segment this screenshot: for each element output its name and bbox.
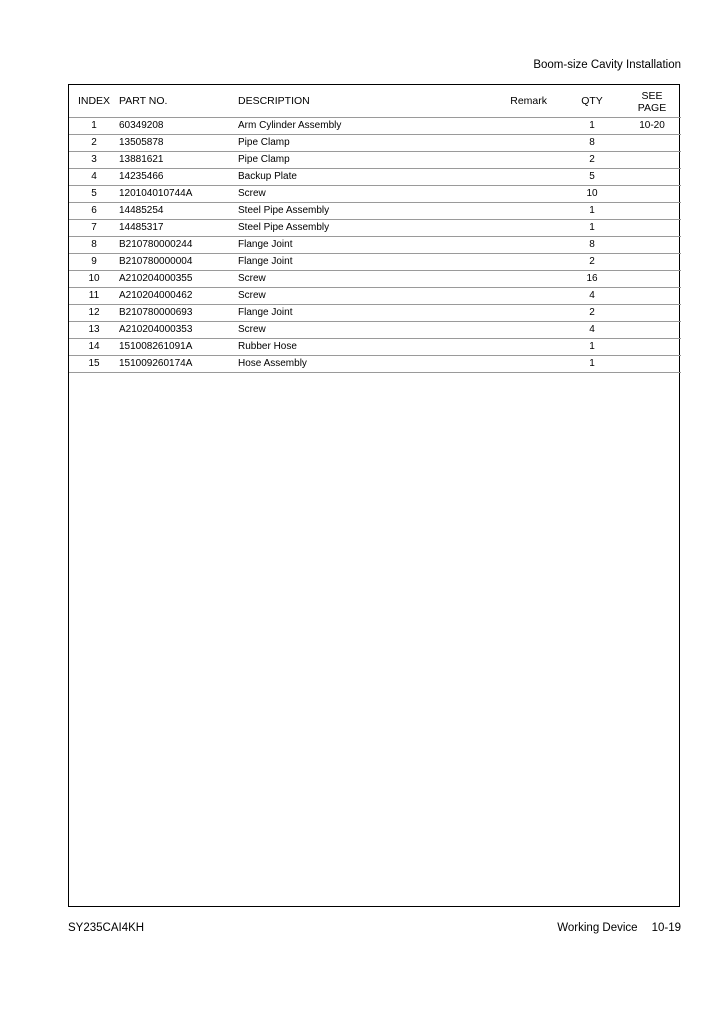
footer-section: Working Device bbox=[557, 922, 638, 934]
cell-part-no: B210780000693 bbox=[119, 305, 238, 322]
cell-index: 10 bbox=[69, 271, 119, 288]
cell-remark bbox=[418, 322, 561, 339]
table-row bbox=[69, 186, 681, 203]
cell-part-no: 13881621 bbox=[119, 152, 238, 169]
column-header-index: INDEX bbox=[77, 95, 111, 107]
cell-description: Steel Pipe Assembly bbox=[238, 220, 418, 237]
cell-qty: 1 bbox=[561, 118, 623, 135]
cell-remark bbox=[418, 186, 561, 203]
cell-remark bbox=[418, 169, 561, 186]
column-header-see-page bbox=[623, 85, 681, 118]
table-row bbox=[69, 288, 681, 305]
cell-description: Flange Joint bbox=[238, 254, 418, 271]
cell-index: 4 bbox=[69, 169, 119, 186]
table-row bbox=[69, 118, 681, 135]
cell-description: Rubber Hose bbox=[238, 339, 418, 356]
cell-see-page bbox=[623, 271, 681, 288]
cell-remark bbox=[418, 305, 561, 322]
cell-qty: 8 bbox=[561, 237, 623, 254]
cell-see-page bbox=[623, 220, 681, 237]
table-row bbox=[69, 152, 681, 169]
table-row bbox=[69, 356, 681, 373]
cell-description: Pipe Clamp bbox=[238, 135, 418, 152]
cell-part-no: B210780000244 bbox=[119, 237, 238, 254]
cell-index: 5 bbox=[69, 186, 119, 203]
cell-qty: 2 bbox=[561, 305, 623, 322]
cell-description: Steel Pipe Assembly bbox=[238, 203, 418, 220]
cell-see-page bbox=[623, 203, 681, 220]
cell-qty: 10 bbox=[561, 186, 623, 203]
cell-index: 6 bbox=[69, 203, 119, 220]
cell-index: 12 bbox=[69, 305, 119, 322]
cell-index: 1 bbox=[69, 118, 119, 135]
cell-description: Pipe Clamp bbox=[238, 152, 418, 169]
cell-part-no: 13505878 bbox=[119, 135, 238, 152]
cell-remark bbox=[418, 203, 561, 220]
cell-part-no: B210780000004 bbox=[119, 254, 238, 271]
cell-part-no: 120104010744A bbox=[119, 186, 238, 203]
column-header-remark: Remark bbox=[510, 95, 547, 107]
cell-description: Screw bbox=[238, 186, 418, 203]
table-row bbox=[69, 220, 681, 237]
cell-remark bbox=[418, 220, 561, 237]
table-row bbox=[69, 339, 681, 356]
cell-part-no: 60349208 bbox=[119, 118, 238, 135]
cell-index: 15 bbox=[69, 356, 119, 373]
cell-see-page bbox=[623, 135, 681, 152]
cell-description: Backup Plate bbox=[238, 169, 418, 186]
cell-index: 2 bbox=[69, 135, 119, 152]
cell-remark bbox=[418, 237, 561, 254]
cell-see-page bbox=[623, 288, 681, 305]
table-row bbox=[69, 135, 681, 152]
cell-qty: 4 bbox=[561, 322, 623, 339]
cell-part-no: 14485254 bbox=[119, 203, 238, 220]
table-row bbox=[69, 322, 681, 339]
cell-see-page bbox=[623, 237, 681, 254]
cell-see-page bbox=[623, 152, 681, 169]
column-header-part-no: PART NO. bbox=[119, 95, 168, 107]
cell-description: Screw bbox=[238, 322, 418, 339]
cell-see-page: 10-20 bbox=[623, 118, 681, 135]
cell-remark bbox=[418, 339, 561, 356]
cell-part-no: 151008261091A bbox=[119, 339, 238, 356]
cell-qty: 16 bbox=[561, 271, 623, 288]
table-body bbox=[69, 118, 681, 373]
cell-description: Flange Joint bbox=[238, 237, 418, 254]
table-header-row bbox=[69, 85, 681, 118]
cell-part-no: 14235466 bbox=[119, 169, 238, 186]
cell-description: Screw bbox=[238, 271, 418, 288]
cell-qty: 1 bbox=[561, 203, 623, 220]
table-row bbox=[69, 305, 681, 322]
table-row bbox=[69, 203, 681, 220]
cell-remark bbox=[418, 271, 561, 288]
cell-index: 11 bbox=[69, 288, 119, 305]
cell-see-page bbox=[623, 169, 681, 186]
column-header-qty: QTY bbox=[581, 95, 603, 107]
cell-see-page bbox=[623, 339, 681, 356]
table-row bbox=[69, 254, 681, 271]
cell-part-no: 14485317 bbox=[119, 220, 238, 237]
cell-remark bbox=[418, 118, 561, 135]
cell-part-no: A210204000355 bbox=[119, 271, 238, 288]
column-header-description: DESCRIPTION bbox=[238, 95, 310, 107]
cell-qty: 1 bbox=[561, 220, 623, 237]
cell-description: Hose Assembly bbox=[238, 356, 418, 373]
cell-index: 3 bbox=[69, 152, 119, 169]
cell-qty: 1 bbox=[561, 339, 623, 356]
cell-description: Screw bbox=[238, 288, 418, 305]
cell-see-page bbox=[623, 356, 681, 373]
cell-remark bbox=[418, 152, 561, 169]
cell-qty: 8 bbox=[561, 135, 623, 152]
cell-see-page bbox=[623, 254, 681, 271]
footer-model: SY235CAI4KH bbox=[68, 922, 145, 934]
cell-remark bbox=[418, 254, 561, 271]
footer-page-number: 10-19 bbox=[651, 922, 681, 934]
column-header-see-line1: SEE bbox=[641, 90, 663, 102]
page-header-title: Boom-size Cavity Installation bbox=[533, 59, 681, 71]
parts-list-frame bbox=[68, 84, 680, 907]
cell-index: 14 bbox=[69, 339, 119, 356]
parts-table bbox=[69, 85, 681, 373]
cell-part-no: 151009260174A bbox=[119, 356, 238, 373]
cell-remark bbox=[418, 356, 561, 373]
cell-index: 13 bbox=[69, 322, 119, 339]
cell-part-no: A210204000462 bbox=[119, 288, 238, 305]
footer-right bbox=[557, 922, 681, 934]
cell-description: Flange Joint bbox=[238, 305, 418, 322]
cell-index: 8 bbox=[69, 237, 119, 254]
cell-index: 7 bbox=[69, 220, 119, 237]
table-row bbox=[69, 169, 681, 186]
cell-description: Arm Cylinder Assembly bbox=[238, 118, 418, 135]
cell-qty: 1 bbox=[561, 356, 623, 373]
cell-qty: 2 bbox=[561, 152, 623, 169]
cell-qty: 4 bbox=[561, 288, 623, 305]
cell-see-page bbox=[623, 186, 681, 203]
column-header-see-line2: PAGE bbox=[637, 102, 667, 114]
cell-qty: 2 bbox=[561, 254, 623, 271]
cell-qty: 5 bbox=[561, 169, 623, 186]
cell-remark bbox=[418, 288, 561, 305]
cell-index: 9 bbox=[69, 254, 119, 271]
cell-remark bbox=[418, 135, 561, 152]
cell-see-page bbox=[623, 305, 681, 322]
cell-see-page bbox=[623, 322, 681, 339]
table-row bbox=[69, 271, 681, 288]
table-row bbox=[69, 237, 681, 254]
cell-part-no: A210204000353 bbox=[119, 322, 238, 339]
